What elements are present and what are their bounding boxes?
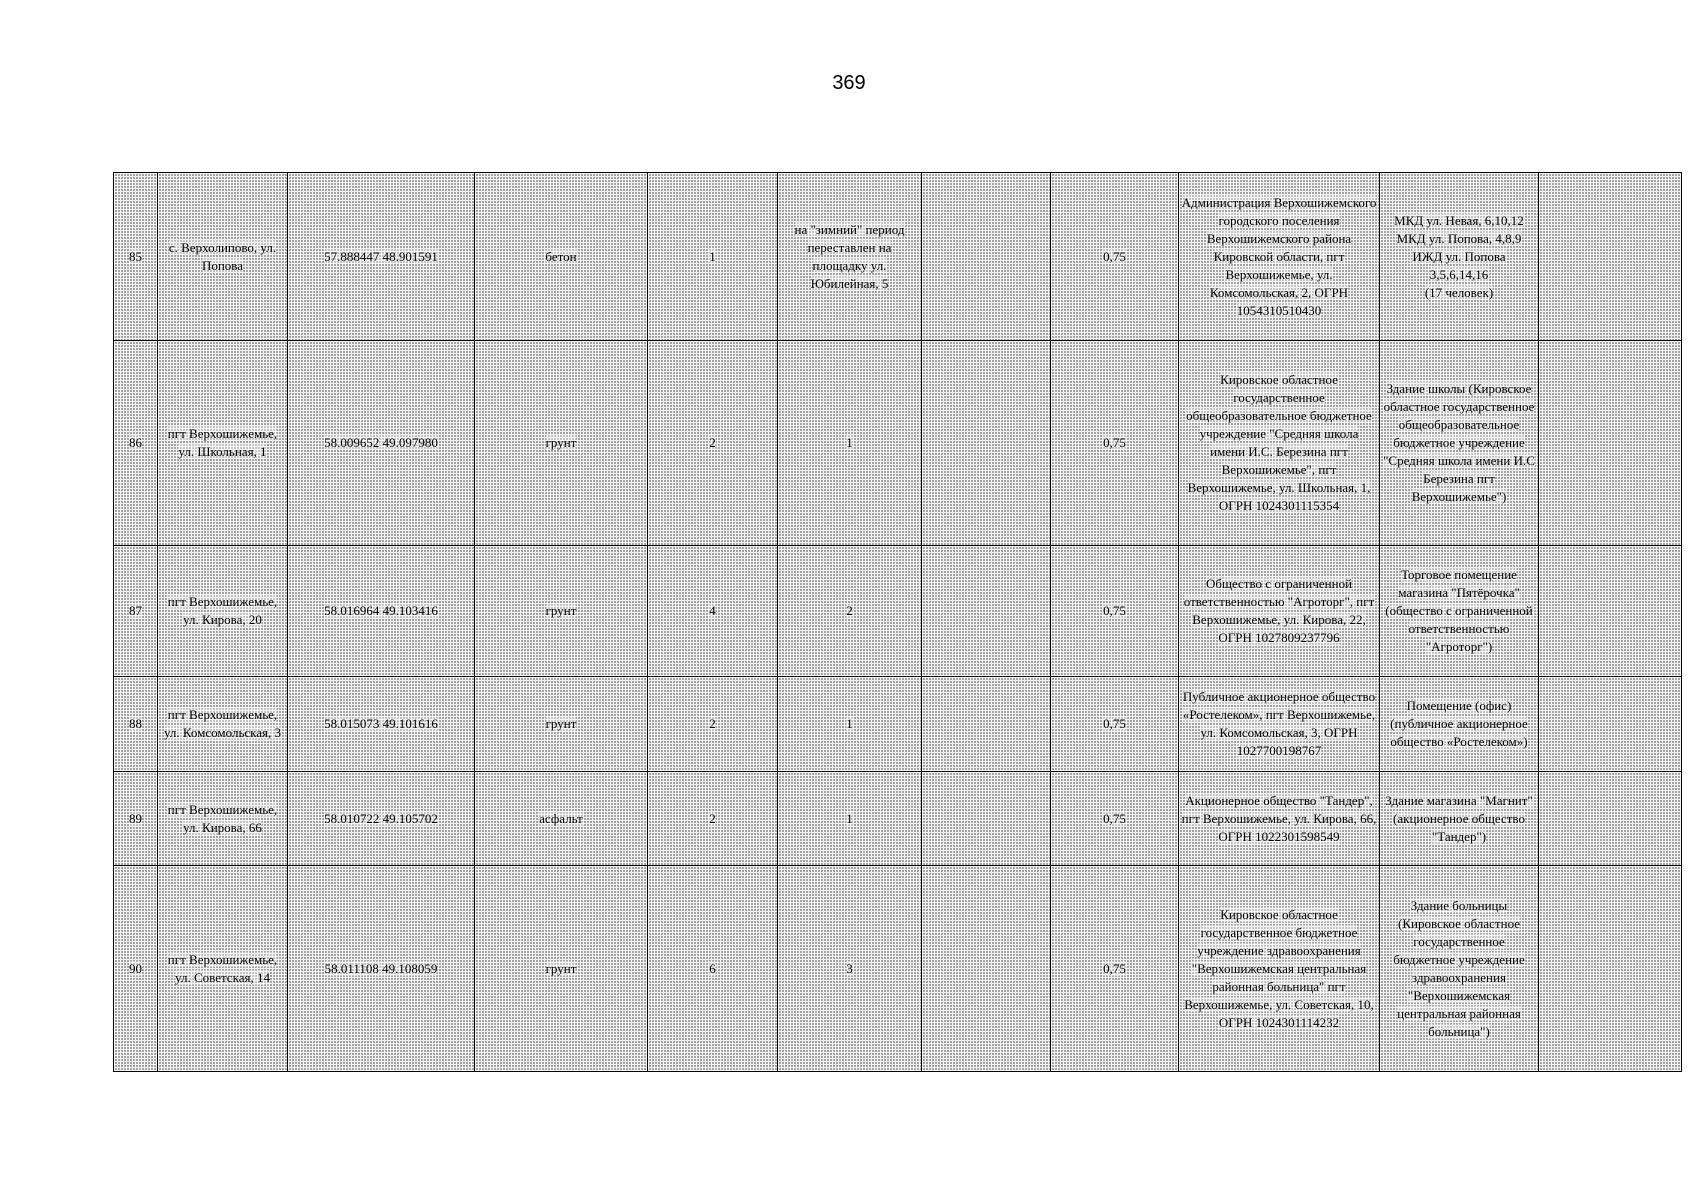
- volume-cell: 0,75: [1051, 173, 1179, 341]
- bunker-info-cell: 1: [778, 772, 922, 866]
- waste-sources-cell: Торговое помещение магазина "Пятёрочка"(общество с ограниченной ответственностью "Агроторг"): [1380, 546, 1539, 677]
- row-number-cell: 87: [114, 546, 158, 677]
- surface-cell: асфальт: [475, 772, 648, 866]
- row-number-cell: 89: [114, 772, 158, 866]
- coordinates-cell: 58.015073 49.101616: [288, 677, 475, 772]
- coordinates-cell: 58.011108 49.108059: [288, 866, 475, 1072]
- bunker-info-cell: 2: [778, 546, 922, 677]
- owner-cell: Публичное акционерное общество «Ростелеком», пгт Верхошижемье, ул. Комсомольская, 3, ОГРН 1027700198767: [1179, 677, 1380, 772]
- empty-cell: [1539, 677, 1682, 772]
- coordinates-cell: 58.016964 49.103416: [288, 546, 475, 677]
- address-cell: пгт Верхошижемье, ул. Комсомольская, 3: [158, 677, 288, 772]
- bunker-info-cell: 1: [778, 677, 922, 772]
- address-cell: пгт Верхошижемье, ул. Советская, 14: [158, 866, 288, 1072]
- containers-count-cell: 1: [648, 173, 778, 341]
- bunker-info-cell: на "зимний" период переставлен на площадку ул. Юбилейная, 5: [778, 173, 922, 341]
- empty-cell: [922, 772, 1051, 866]
- table-row: [114, 341, 1682, 546]
- empty-cell: [922, 866, 1051, 1072]
- containers-count-cell: 6: [648, 866, 778, 1072]
- containers-count-cell: 2: [648, 772, 778, 866]
- waste-sources-cell: Здание больницы (Кировское областное государственное бюджетное учреждение здравоохранения "Верхошижемская центральная районная больница"): [1380, 866, 1539, 1072]
- owner-cell: Кировское областное государственное общеобразовательное бюджетное учреждение "Средняя школа имени И.С. Березина пгт Верхошижемье", пгт Верхошижемье, ул. Школьная, 1, ОГРН 1024301115354: [1179, 341, 1380, 546]
- empty-cell: [1539, 546, 1682, 677]
- surface-cell: грунт: [475, 677, 648, 772]
- empty-cell: [922, 677, 1051, 772]
- address-cell: пгт Верхошижемье, ул. Кирова, 20: [158, 546, 288, 677]
- waste-sources-cell: Здание школы (Кировское областное государственное общеобразовательное бюджетное учреждение "Средняя школа имени И.С Березина пгт Верхошижемье"): [1380, 341, 1539, 546]
- row-number-cell: 88: [114, 677, 158, 772]
- empty-cell: [922, 173, 1051, 341]
- row-number-cell: 90: [114, 866, 158, 1072]
- address-cell: пгт Верхошижемье, ул. Школьная, 1: [158, 341, 288, 546]
- owner-cell: Кировское областное государственное бюджетное учреждение здравоохранения "Верхошижемская центральная районная больница" пгт Верхошижемье, ул. Советская, 10, ОГРН 1024301114232: [1179, 866, 1380, 1072]
- empty-cell: [1539, 341, 1682, 546]
- table-row: [114, 546, 1682, 677]
- empty-cell: [1539, 173, 1682, 341]
- surface-cell: грунт: [475, 546, 648, 677]
- containers-count-cell: 4: [648, 546, 778, 677]
- waste-sites-table: [113, 172, 1682, 1072]
- empty-cell: [1539, 772, 1682, 866]
- table-row: [114, 173, 1682, 341]
- surface-cell: грунт: [475, 341, 648, 546]
- table-row: [114, 772, 1682, 866]
- volume-cell: 0,75: [1051, 866, 1179, 1072]
- table-row: [114, 866, 1682, 1072]
- empty-cell: [1539, 866, 1682, 1072]
- page-number: 369: [832, 72, 866, 94]
- row-number-cell: 85: [114, 173, 158, 341]
- waste-sources-cell: Здание магазина "Магнит"(акционерное общество "Тандер"): [1380, 772, 1539, 866]
- bunker-info-cell: 3: [778, 866, 922, 1072]
- containers-count-cell: 2: [648, 677, 778, 772]
- waste-sources-cell: Помещение (офис) (публичное акционерное общество «Ростелеком»): [1380, 677, 1539, 772]
- address-cell: с. Верхолипово, ул. Попова: [158, 173, 288, 341]
- empty-cell: [922, 341, 1051, 546]
- bunker-info-cell: 1: [778, 341, 922, 546]
- empty-cell: [922, 546, 1051, 677]
- coordinates-cell: 58.010722 49.105702: [288, 772, 475, 866]
- owner-cell: Общество с ограниченной ответственностью "Агроторг", пгт Верхошижемье, ул. Кирова, 22, ОГРН 1027809237796: [1179, 546, 1380, 677]
- row-number-cell: 86: [114, 341, 158, 546]
- volume-cell: 0,75: [1051, 677, 1179, 772]
- containers-count-cell: 2: [648, 341, 778, 546]
- address-cell: пгт Верхошижемье, ул. Кирова, 66: [158, 772, 288, 866]
- owner-cell: Акционерное общество "Тандер", пгт Верхошижемье, ул. Кирова, 66, ОГРН 1022301598549: [1179, 772, 1380, 866]
- volume-cell: 0,75: [1051, 341, 1179, 546]
- coordinates-cell: 58.009652 49.097980: [288, 341, 475, 546]
- waste-sources-cell: МКД ул. Невая, 6,10,12 МКД ул. Попова, 4,8,9 ИЖД ул. Попова 3,5,6,14,16 (17 человек): [1380, 173, 1539, 341]
- coordinates-cell: 57.888447 48.901591: [288, 173, 475, 341]
- surface-cell: грунт: [475, 866, 648, 1072]
- volume-cell: 0,75: [1051, 546, 1179, 677]
- owner-cell: Администрация Верхошижемского городского поселения Верхошижемского района Кировской области, пгт Верхошижемье, ул. Комсомольская, 2, ОГРН 1054310510430: [1179, 173, 1380, 341]
- surface-cell: бетон: [475, 173, 648, 341]
- table-row: [114, 677, 1682, 772]
- volume-cell: 0,75: [1051, 772, 1179, 866]
